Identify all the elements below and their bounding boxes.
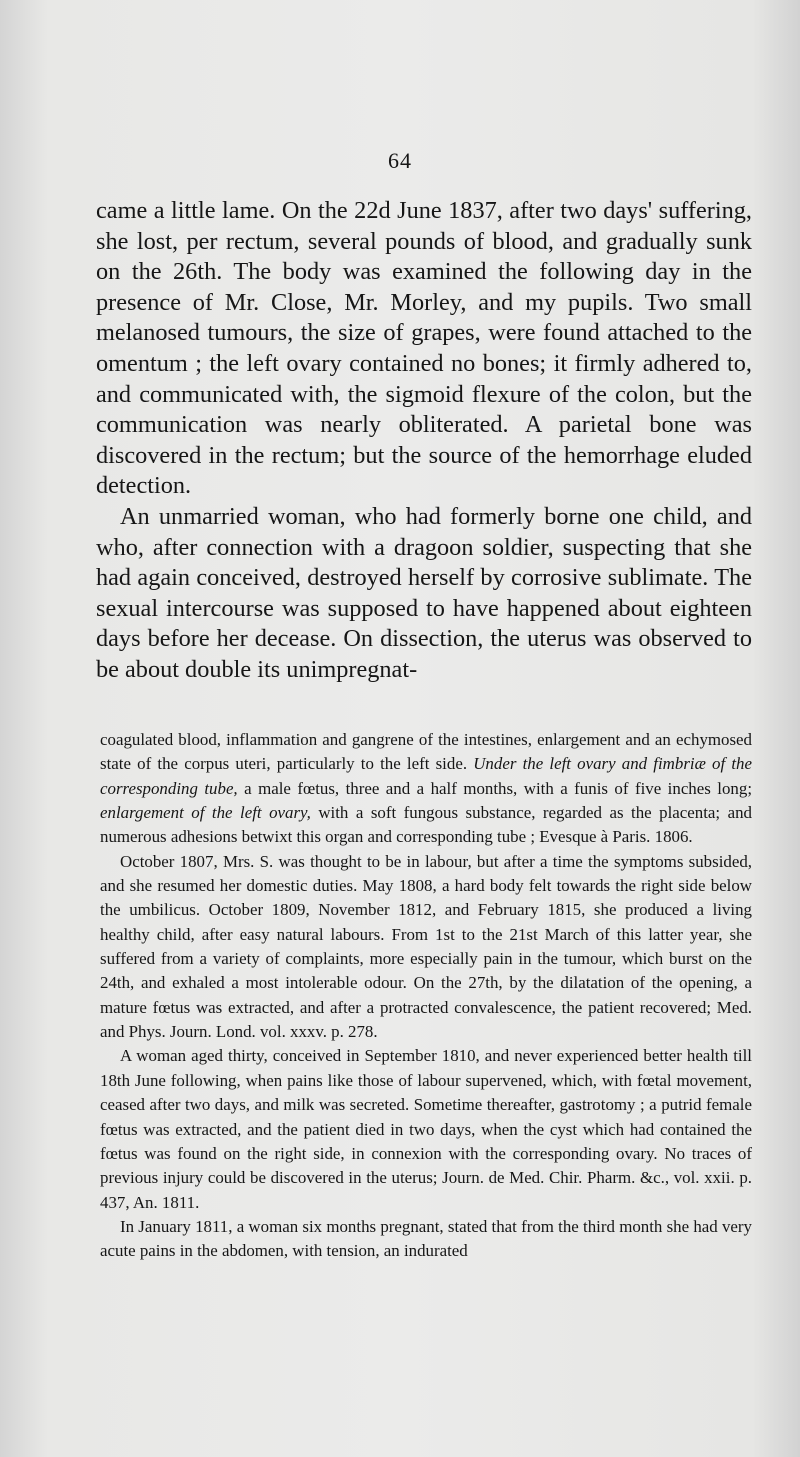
footnote-text: coagulated blood, inflammation and gangrene of the intestines, enlargement and an echymosed state of the corpus uteri, particularly to the left side. xyxy=(100,730,752,774)
footnote-paragraph xyxy=(100,728,752,850)
main-text xyxy=(96,196,752,686)
main-paragraph: An unmarried woman, who had formerly borne one child, and who, after connection with a dragoon soldier, suspecting that she had again conceived, destroyed herself by corrosive sublimate. The sexual intercourse was supposed to have happened about eighteen days before her decease. On dissection, the uterus was observed to be about double its unimpregnat- xyxy=(96,502,752,683)
main-paragraph: came a little lame. On the 22d June 1837, after two days' suffering, she lost, per rectum, several pounds of blood, and gradually sunk on the 26th. The body was examined the following day in the presence of Mr. Close, Mr. Morley, and my pupils. Two small melanosed tumours, the size of grapes, were found attached to the omentum ; the left ovary contained no bones; it firmly adhered to, and communicated with, the sigmoid flexure of the colon, but the communication was nearly obliterated. A parietal bone was discovered in the rectum; but the source of the hemorrhage eluded detection. xyxy=(96,197,752,500)
footnote-paragraph: In January 1811, a woman six months pregnant, stated that from the third month she had very acute pains in the abdomen, with tension, an indurated xyxy=(100,1216,752,1261)
footnote-italic-text: Under the left ovary and fimbriæ of the corresponding tube, xyxy=(100,754,752,798)
footnote-italic-text: enlargement of the left ovary, xyxy=(100,803,311,823)
footnote-text: a male fœtus, three and a half months, with a funis of five inches long; xyxy=(237,778,753,798)
footnote-paragraph: October 1807, Mrs. S. was thought to be in labour, but after a time the symptoms subsided, and she resumed her domestic duties. May 1808, a hard body felt towards the right side below the umbilicus. October 1809, November 1812, and February 1815, she produced a living healthy child, after easy natural labours. From 1st to the 21st March of this latter year, she suffered from a variety of complaints, more especially pain in the tumour, which burst on the 24th, and exhaled a most intolerable odour. On the 27th, by the dilatation of the opening, a mature fœtus was extracted, and after a protracted convalescence, the patient recovered; Med. and Phys. Journ. Lond. vol. xxxv. p. 278. xyxy=(100,851,752,1042)
footnotes xyxy=(100,728,752,1264)
footnote-text: with a soft fungous substance, regarded as the placenta; and numerous adhesions betwixt this organ and corresponding tube ; Evesque à Paris. 1806. xyxy=(100,803,752,847)
page-number: 64 xyxy=(388,148,412,173)
footnote-paragraph: A woman aged thirty, conceived in September 1810, and never experienced better health till 18th June following, when pains like those of labour supervened, which, with fœtal movement, ceased after two days, and milk was secreted. Sometime thereafter, gastrotomy ; a putrid female fœtus was extracted, and the patient died in two days, when the cyst which had contained the fœtus was found on the right side, in connexion with the corresponding ovary. No traces of previous injury could be discovered in the uterus; Journ. de Med. Chir. Pharm. &c., vol. xxii. p. 437, An. 1811. xyxy=(100,1046,752,1212)
